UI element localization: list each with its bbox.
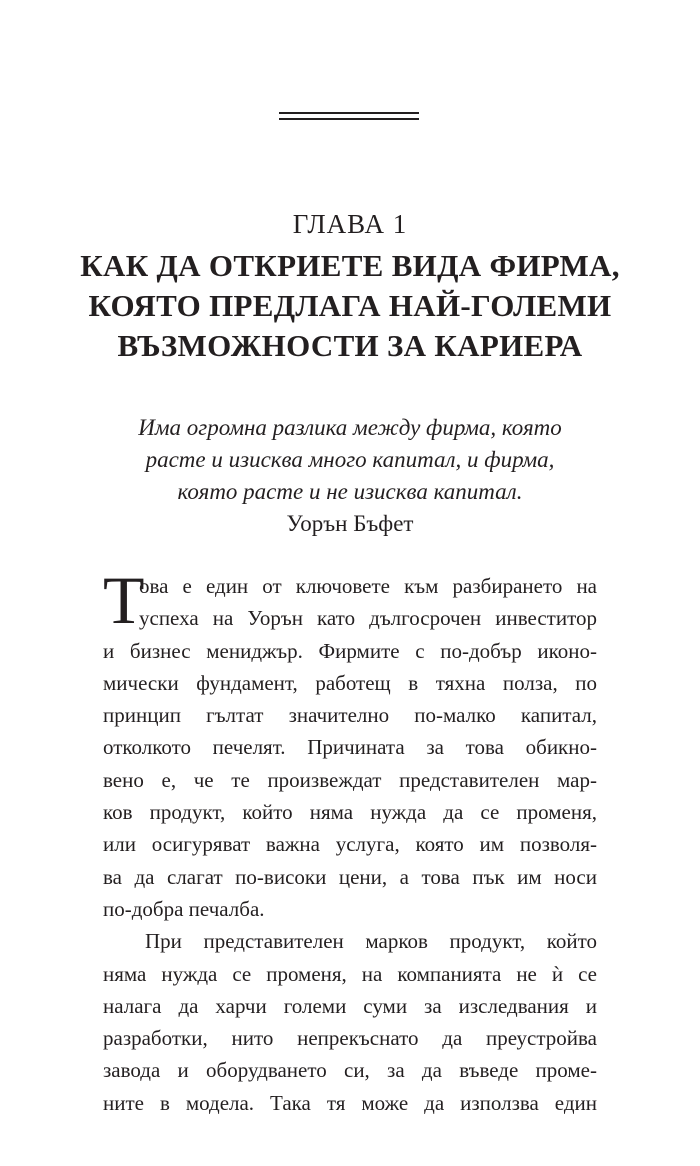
- text-line: вено е, че те произвеждат представителен мар-: [103, 767, 597, 792]
- text-line: принцип гълтат значително по-малко капитал,: [103, 703, 597, 728]
- text-line: При представителен марков продукт, който: [145, 929, 597, 954]
- text-line: отколкото печелят. Причината за това обикно-: [103, 735, 597, 760]
- text-line: или осигуряват важна услуга, която им позволя-: [103, 832, 597, 857]
- chapter-label: ГЛАВА 1: [292, 209, 408, 239]
- epigraph: [60, 412, 640, 540]
- text-line: няма нужда се променя, на компанията не ѝ се: [103, 961, 597, 986]
- text-line: завода и оборудването си, за да въведе проме-: [103, 1058, 597, 1083]
- text-line: успеха на Уорън като дългосрочен инвеститор: [139, 606, 597, 631]
- epigraph-line: Има огромна разлика между фирма, която: [138, 415, 562, 440]
- text-line: и бизнес мениджър. Фирмите с по-добър иконо-: [103, 638, 597, 663]
- drop-cap: Т: [103, 562, 145, 638]
- text-line: по-добра печалба.: [103, 896, 265, 921]
- text-line: разработки, нито непрекъснато да преустройва: [103, 1026, 597, 1051]
- ornament-line-bottom: [279, 118, 419, 120]
- text-line: мически фундамент, работещ в тяхна полза, по: [103, 670, 597, 695]
- epigraph-author: Уорън Бъфет: [286, 511, 414, 536]
- paragraph-2: [103, 925, 597, 1119]
- text-line: ва да слагат по-високи цени, а това пък им носи: [103, 864, 597, 889]
- body-text: [103, 562, 597, 1119]
- text-line: ова е един от ключовете към разбирането на: [139, 574, 597, 598]
- text-line: налага да харчи големи суми за изследвания и: [103, 993, 597, 1018]
- epigraph-line: която расте и не изисква капитал.: [177, 479, 523, 504]
- chapter-title-line: ВЪЗМОЖНОСТИ ЗА КАРИЕРА: [117, 328, 583, 363]
- epigraph-line: расте и изисква много капитал, и фирма,: [145, 447, 555, 472]
- chapter-title: [60, 246, 640, 366]
- paragraph-1: [103, 562, 597, 925]
- text-line: ните в модела. Така тя може да използва един: [103, 1090, 597, 1115]
- text-line: ков продукт, който няма нужда да се променя,: [103, 800, 597, 825]
- chapter-title-line: КАК ДА ОТКРИЕТЕ ВИДА ФИРМА,: [80, 248, 620, 283]
- ornament-line-top: [279, 112, 419, 114]
- chapter-ornament: [279, 112, 419, 120]
- chapter-title-line: КОЯТО ПРЕДЛАГА НАЙ-ГОЛЕМИ: [88, 288, 612, 323]
